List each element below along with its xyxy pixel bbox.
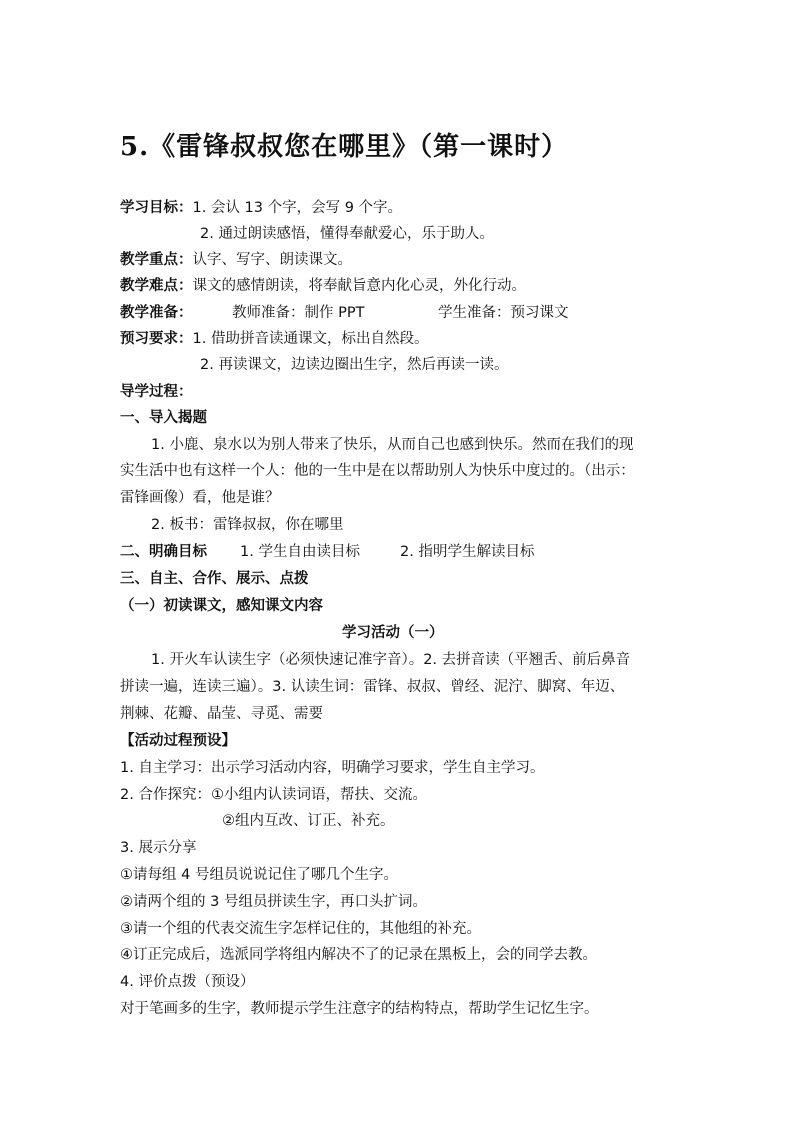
preset-line-8: ④订正完成后，选派同学将组内解决不了的记录在黑板上，会的同学去教。 bbox=[120, 947, 597, 963]
preparation-label: 教学准备： bbox=[120, 305, 193, 321]
preset-line-7: ③请一个组的代表交流生字怎样记住的，其他组的补充。 bbox=[120, 921, 481, 937]
key-points-label: 教学重点： bbox=[120, 252, 193, 268]
preview-row bbox=[120, 329, 428, 349]
section-1-heading: 一、导入揭题 bbox=[120, 410, 207, 426]
sub-1-heading: （一）初读课文，感知课文内容 bbox=[120, 598, 323, 614]
section-3-heading: 三、自主、合作、展示、点拨 bbox=[120, 571, 309, 587]
section-2-heading: 二、明确目标 bbox=[120, 544, 207, 560]
activity-line-1: 1. 开火车认读生字（必须快速记准字音）。2. 去拼音读（平翘舌、前后鼻音 bbox=[151, 652, 631, 668]
preparation-student: 学生准备：预习课文 bbox=[438, 305, 569, 321]
section-1-para-1-line-1: 1. 小鹿、泉水以为别人带来了快乐，从而自己也感到快乐。然而在我们的现 bbox=[151, 437, 634, 453]
page-title: 5.《雷锋叔叔您在哪里》（第一课时） bbox=[120, 132, 569, 162]
section-1-para-1-line-2: 实生活中也有这样一个人：他的一生中是在以帮助别人为快乐中度过的。（出示： bbox=[120, 463, 635, 479]
preset-line-6: ②请两个组的 3 号组员拼读生字，再口头扩词。 bbox=[120, 894, 427, 910]
key-points-text: 认字、写字、朗读课文。 bbox=[192, 252, 352, 268]
section-2-item-2: 2. 指明学生解读目标 bbox=[400, 544, 535, 560]
difficulties-text: 课文的感情朗读，将奉献旨意内化心灵，外化行动。 bbox=[192, 278, 526, 294]
section-1-para-2: 2. 板书：雷锋叔叔，你在哪里 bbox=[151, 517, 344, 533]
activity-line-2: 拼读一遍，连读三遍）。3. 认读生词：雷锋、叔叔、曾经、泥泞、脚窝、年迈、 bbox=[120, 679, 625, 695]
preset-line-1: 1. 自主学习：出示学习活动内容，明确学习要求，学生自主学习。 bbox=[120, 760, 545, 776]
activity-heading: 学习活动（一） bbox=[342, 625, 444, 641]
preset-heading: 【活动过程预设】 bbox=[120, 733, 236, 749]
preset-line-10: 对于笔画多的生字，教师提示学生注意字的结构特点，帮助学生记忆生字。 bbox=[120, 1001, 599, 1017]
preparation-row bbox=[120, 303, 193, 323]
preset-line-5: ①请每组 4 号组员说说记住了哪几个生字。 bbox=[120, 867, 398, 883]
preview-item-2: 2. 再读课文，边读边圈出生字，然后再读一读。 bbox=[200, 357, 509, 373]
process-heading: 导学过程： bbox=[120, 384, 193, 400]
difficulties-row bbox=[120, 276, 526, 296]
preset-line-2: 2. 合作探究：①小组内认读词语，帮扶、交流。 bbox=[120, 787, 427, 803]
preparation-teacher: 教师准备：制作 PPT bbox=[232, 305, 365, 321]
section-2-item-1: 1. 学生自由读目标 bbox=[240, 544, 360, 560]
objectives-item-2: 2. 通过朗读感悟，懂得奉献爱心，乐于助人。 bbox=[200, 226, 494, 242]
activity-line-3: 荆棘、花瓣、晶莹、寻觅、需要 bbox=[120, 706, 323, 722]
difficulties-label: 教学难点： bbox=[120, 278, 193, 294]
preset-line-3: ②组内互改、订正、补充。 bbox=[222, 813, 395, 829]
preset-line-4: 3. 展示分享 bbox=[120, 840, 197, 856]
section-1-para-1-line-3: 雷锋画像）看，他是谁？ bbox=[120, 490, 280, 506]
preview-item-1: 1. 借助拼音读通课文，标出自然段。 bbox=[192, 331, 429, 347]
key-points-row bbox=[120, 250, 352, 270]
objectives-item-1: 1. 会认 13 个字，会写 9 个字。 bbox=[192, 200, 403, 216]
preset-line-9: 4. 评价点拨（预设） bbox=[120, 974, 255, 990]
objectives-label: 学习目标： bbox=[120, 200, 193, 216]
preview-label: 预习要求： bbox=[120, 331, 193, 347]
objectives-row bbox=[120, 198, 402, 218]
